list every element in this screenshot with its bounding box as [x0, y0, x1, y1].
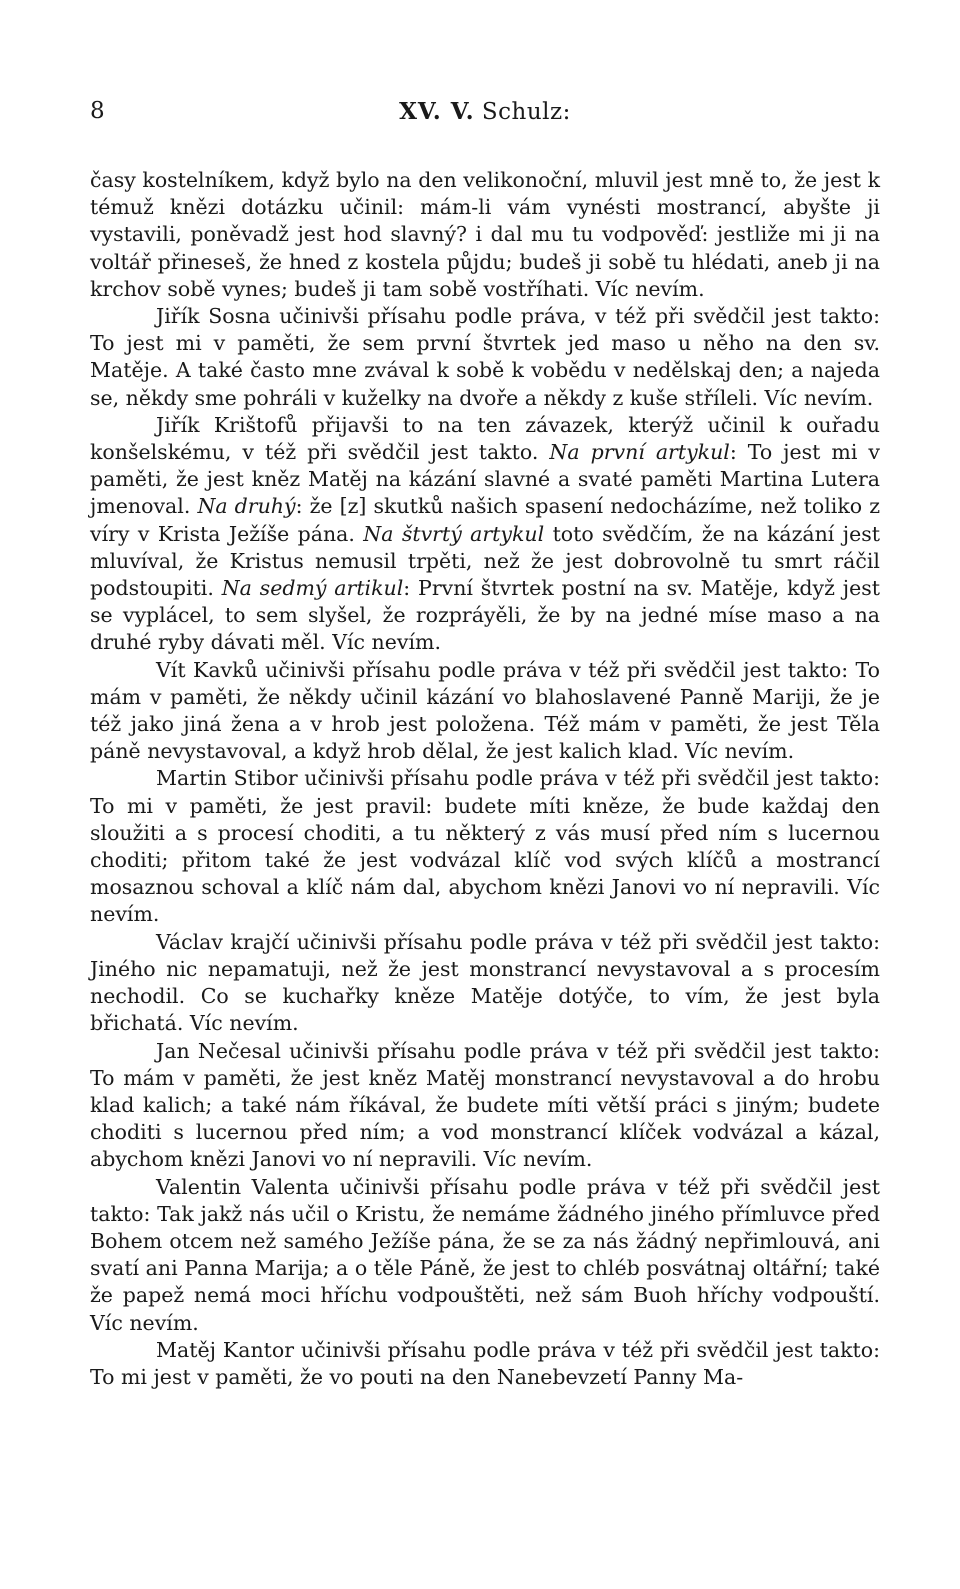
body-text	[90, 167, 880, 1391]
text-run: : První štvrtek postní na sv. Matěje, když jest se vyplácel, to sem slyšel, že rozpráyěli, že by na jedné míse maso a na druhé ryby dávati měl. Víc nevím.	[90, 576, 880, 655]
text-run: toto svědčím, že na kázání jest mluvíval, že Kristus nemusil trpěti, než že jest dobrovolně tu smrt ráčil podstoupiti.	[90, 521, 880, 601]
paragraph	[90, 1337, 880, 1391]
running-head-title: Schulz:	[481, 99, 571, 125]
text-run: Martin Stibor učinivši přísahu podle práva v též při svědčil jest takto: To mi v paměti, že jest pravil: budete míti kněze, že bude každaj den sloužiti a s procesí choditi, a tu některý z vás musí před ním s lucernou choditi; přitom také že jest vodvázal klíč vod svých klíčů a mostrancí mosaznou schoval a klíč nám dal, abychom knězi Janovi vo ní nepravili. Víc nevím.	[90, 766, 880, 927]
italic-heading: Na první artykul	[549, 440, 730, 465]
text-run: : To jest mi v paměti, že jest kněz Matěj na kázání slavné a svaté paměti Martina Lutera jmenoval.	[90, 440, 880, 519]
text-run: Vít Kavků učinivši přísahu podle práva v též při svědčil jest takto: To mám v paměti, že někdy učinil kázání vo blahoslavené Panně Mariji, že je též jako jiná žena a v hrob jest položena. Též mám v paměti, že jest Těla páně nevystavoval, a když hrob dělal, že jest kalich klad. Víc nevím.	[90, 657, 880, 764]
text-run: Jiřík Krištofů přijavši to na ten závazek, kterýž učinil k ouřadu konšelskému, v též při svědčil jest takto.	[90, 412, 880, 465]
text-run: Valentin Valenta učinivši přísahu podle práva v též při svědčil jest takto: Tak jakž nás učil o Kristu, že nemáme žádného jiného přímluvce před Bohem otcem než samého Ježíše pána, že se za nás žádný nepřimlouvá, ani svatí ani Panna Marija; a o těle Páně, že jest to chléb posvátnaj oltářní; také že papež nemá moci hříchu vodpouštěti, než sám Buoh hříchy vodpouští. Víc nevím.	[90, 1174, 880, 1335]
italic-heading: Na sedmý artikul	[221, 576, 404, 601]
paragraph	[90, 303, 880, 412]
italic-heading: Na druhý	[197, 494, 296, 519]
text-run: Matěj Kantor učinivši přísahu podle práva v též při svědčil jest takto: To mi jest v paměti, že vo pouti na den Nanebevzetí Panny Ma-	[90, 1337, 880, 1389]
paragraph	[90, 929, 880, 1038]
text-run: Václav krajčí učinivši přísahu podle práva v též při svědčil jest takto: Jiného nic nepamatuji, než že jest monstrancí nevystavoval a s procesím nechodil. Co se kuchařky kněze Matěje dotýče, to vím, že jest byla břichatá. Víc nevím.	[90, 929, 880, 1036]
paragraph	[90, 1038, 880, 1174]
running-head	[90, 98, 880, 125]
text-run: Jiřík Sosna učinivši přísahu podle práva, v též při svědčil jest takto: To jest mi v paměti, že sem první štvrtek jed maso u něho na den sv. Matěje. A také často mne zvával k sobě k vobědu v nedělskaj den; a najeda se, někdy sme pohráli v kuželky na dvoře a někdy z kuše stříleli. Víc nevím.	[90, 304, 880, 410]
paragraph	[90, 167, 880, 303]
paragraph	[90, 657, 880, 766]
paragraph	[90, 765, 880, 928]
running-head-author: XV. V.	[399, 98, 475, 125]
page-header	[90, 98, 880, 134]
text-run: časy kostelníkem, když bylo na den velikonoční, mluvil jest mně to, že jest k témuž knězi dotázku učinil: mám-li vám vynésti mostrancí, abyšte ji vystavili, poněvadž jest hod slavný? i dal mu tu vodpověď: jestliže mi ji na voltář přineseš, že hned z kostela půjdu; budeš ji sobě tu hlédati, aneb ji na krchov sobě vynes; budeš ji tam sobě vostříhati. Víc nevím.	[90, 168, 880, 301]
italic-heading: Na štvrtý artykul	[363, 521, 545, 546]
paragraph	[90, 412, 880, 657]
text-run: Jan Nečesal učinivši přísahu podle práva v též při svědčil jest takto: To mám v paměti, že jest kněz Matěj monstrancí nevystavoval a do hrobu klad kalich; a také nám říkával, že budete míti větší práci s jiným; budete choditi s lucernou před ním; a vod monstrancí klíček vodvázal a kázal, abychom knězi Janovi vo ní nepravili. Víc nevím.	[90, 1038, 880, 1172]
text-run: : že [z] skutků našich spasení nedocházíme, než toliko z víry v Krista Ježíše pána.	[90, 494, 880, 546]
paragraph	[90, 1174, 880, 1337]
page-number: 8	[90, 98, 105, 124]
